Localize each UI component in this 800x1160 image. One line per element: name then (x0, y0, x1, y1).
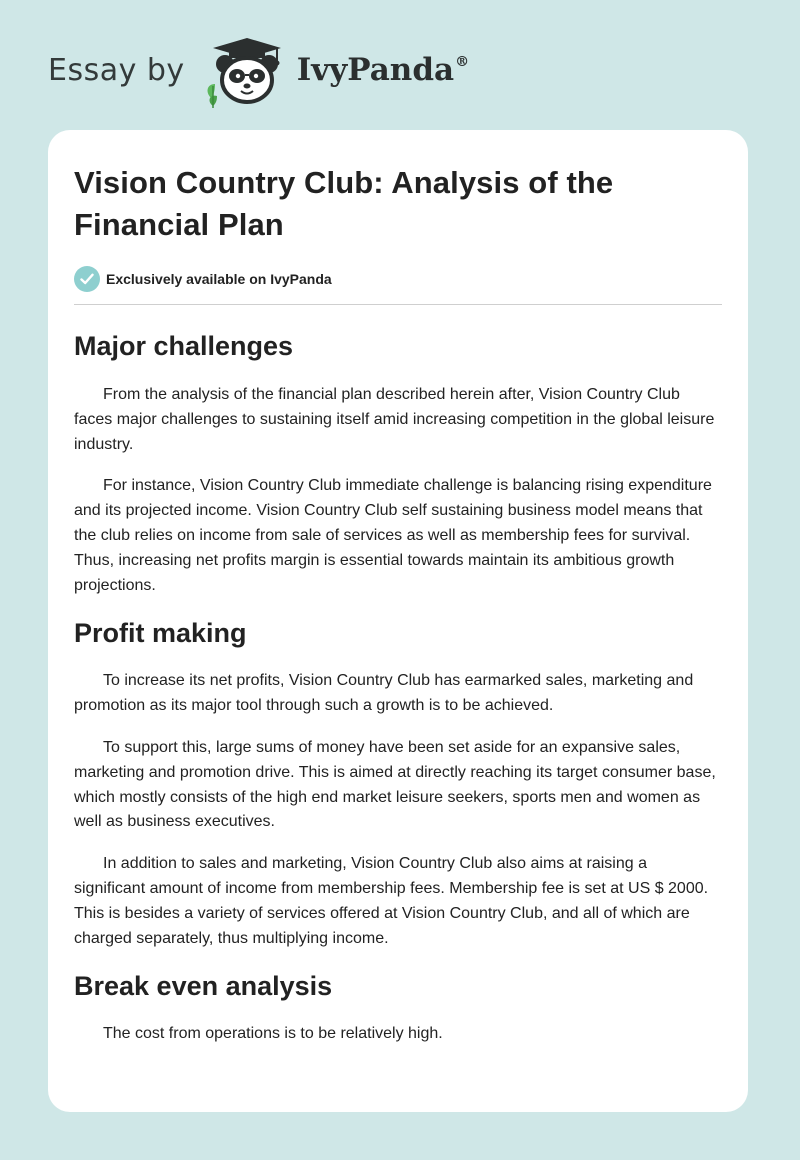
section-heading: Profit making (74, 618, 247, 649)
section-heading: Break even analysis (74, 971, 333, 1002)
paragraph: For instance, Vision Country Club immediate challenge is balancing rising expenditure and its projected income. Vision Country Club self sustaining business model means that the club relies on income from sale of services as well as membership fees for survival. Thus, increasing net profits margin is essential towards maintain its ambitious growth projections. (74, 477, 712, 594)
paragraph: To increase its net profits, Vision Country Club has earmarked sales, marketing and promotion as its major tool through such a growth is to be achieved. (74, 672, 694, 715)
brand-name-text: IvyPanda (296, 52, 455, 88)
brand-name[interactable] (297, 52, 469, 88)
brand-prefix: Essay by (48, 52, 185, 88)
check-circle-icon (74, 266, 100, 292)
brand-header (48, 36, 469, 108)
exclusive-badge (74, 266, 722, 292)
paragraph: In addition to sales and marketing, Vision Country Club also aims at raising a significant amount of income from membership fees. Membership fee is set at US $ 2000. This is besides a variety of services offered at Vision Country Club, and all of which are charged separately, thus multiplying income. (74, 855, 709, 947)
section-break-even-analysis (74, 969, 722, 1047)
article-title: Vision Country Club: Analysis of the Financial Plan (74, 165, 614, 242)
section-major-challenges (74, 329, 722, 598)
panda-graduate-icon[interactable] (199, 36, 295, 108)
paragraph: To support this, large sums of money have been set aside for an expansive sales, marketing and promotion drive. This is aimed at directly reaching its target consumer base, which mostly consists of the high end market leisure seekers, sports men and women as well as business executives. (74, 738, 716, 831)
exclusive-label: Exclusively available on IvyPanda (106, 271, 332, 287)
paragraph: The cost from operations is to be relatively high. (103, 1025, 443, 1043)
title-divider (74, 304, 722, 305)
article-card (48, 130, 748, 1112)
registered-mark: ® (455, 53, 470, 70)
section-profit-making (74, 616, 722, 951)
section-heading: Major challenges (74, 331, 294, 361)
paragraph: From the analysis of the financial plan described herein after, Vision Country Club faces major challenges to sustaining itself amid increasing competition in the global leisure industry. (74, 386, 715, 453)
